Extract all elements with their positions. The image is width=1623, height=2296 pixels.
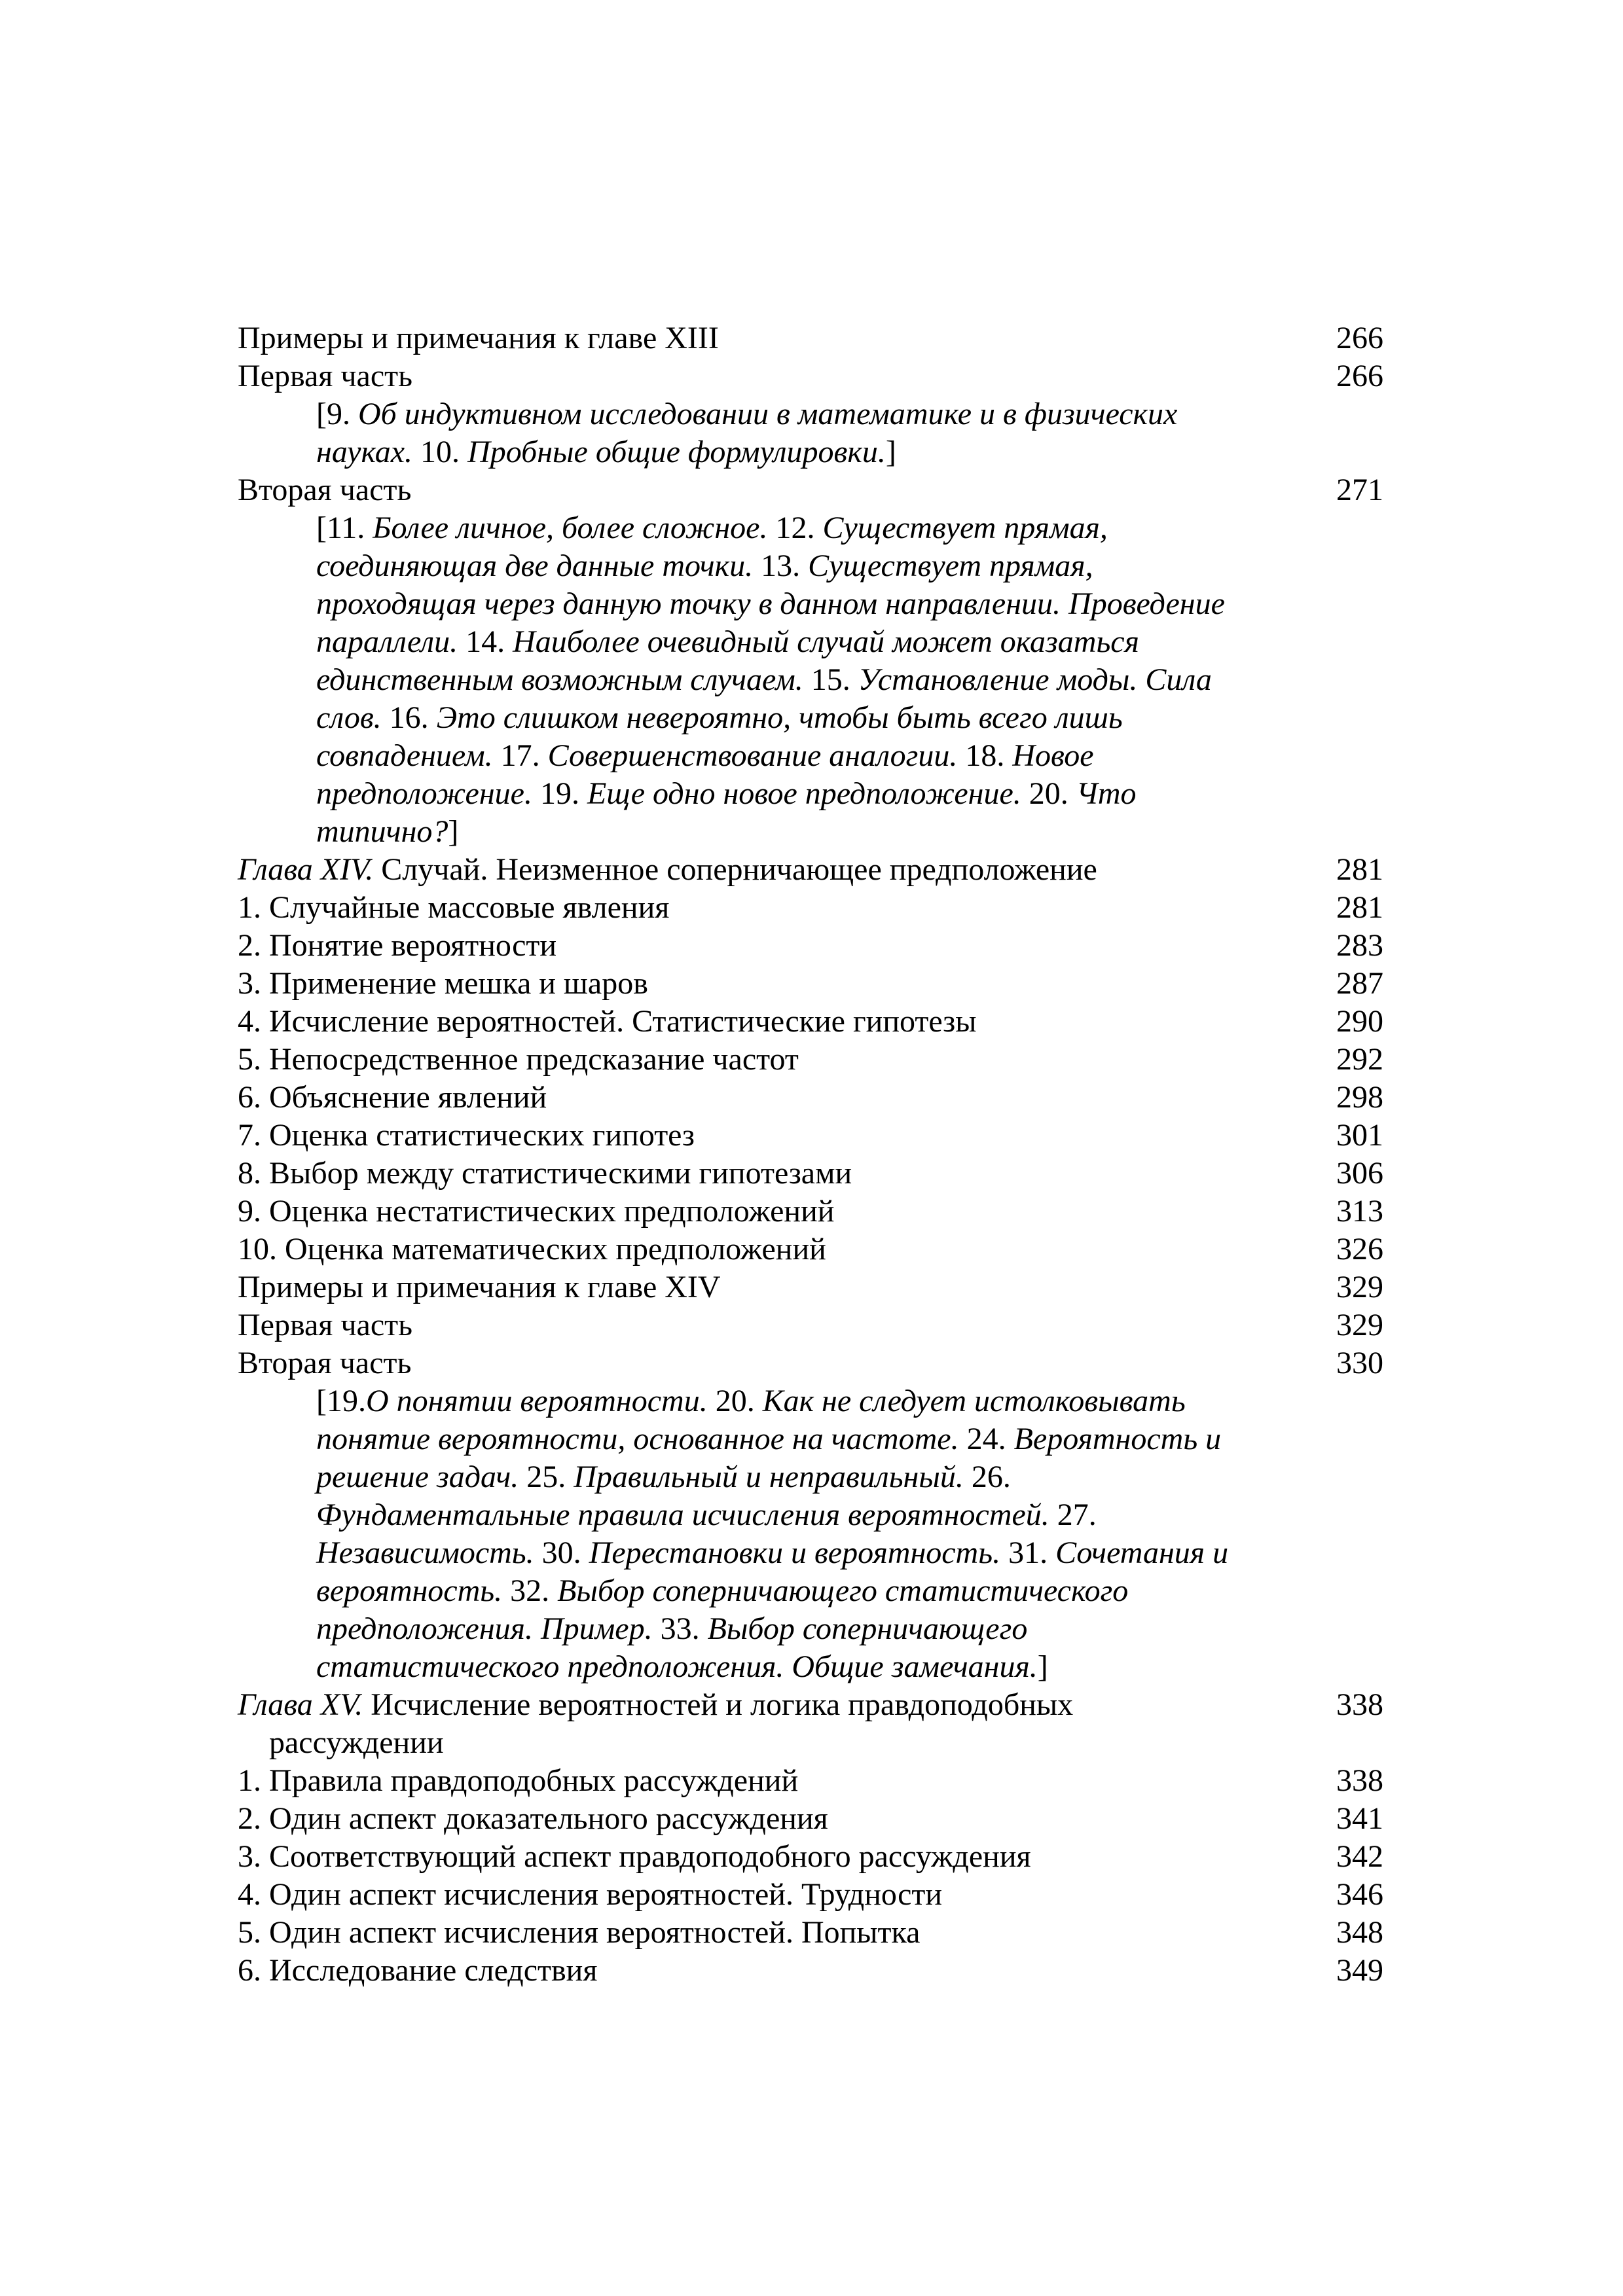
note-text: 32. <box>502 1573 558 1608</box>
note-line <box>316 1458 1279 1496</box>
note-italic-text: Еще одно новое предположение. <box>587 776 1021 811</box>
toc-entry-title <box>238 1344 411 1382</box>
note-text: ] <box>885 435 896 469</box>
toc-entry-title <box>238 1762 798 1800</box>
toc-entry-title <box>238 927 556 965</box>
chapter-label: Глава XIV. <box>238 852 374 887</box>
note-italic-text: Фундаментальные правила исчисления вероятностей. <box>316 1498 1049 1532</box>
toc-entry <box>238 357 1383 395</box>
entry-text: Первая часть <box>238 1308 412 1342</box>
page-number: 287 <box>1336 966 1383 1001</box>
table-of-contents <box>238 319 1383 1990</box>
note-italic-text: О понятии вероятности. <box>365 1384 708 1418</box>
entry-text-continuation: рассуждении <box>269 1725 444 1760</box>
note-italic-text: предположение. <box>316 776 532 811</box>
toc-entry <box>238 889 1383 927</box>
toc-entry-title <box>238 1193 834 1230</box>
page-number: 348 <box>1336 1915 1383 1950</box>
note-italic-text: Существует прямая, <box>822 511 1108 545</box>
entry-text: 8. Выбор между статистическими гипотезами <box>238 1156 852 1191</box>
toc-entry <box>238 1762 1383 1800</box>
page-number: 313 <box>1336 1194 1383 1229</box>
note-text: 25. <box>519 1460 574 1494</box>
entry-text: Случай. Неизменное соперничающее предположение <box>373 852 1097 887</box>
page-number: 292 <box>1336 1042 1383 1077</box>
toc-entry <box>238 1914 1383 1952</box>
toc-entry-title <box>238 1230 826 1268</box>
note-line <box>316 1382 1279 1420</box>
note-italic-text: науках. <box>316 435 413 469</box>
note-line <box>316 813 1279 851</box>
page-number: 281 <box>1336 890 1383 925</box>
note-italic-text: типично? <box>316 814 448 849</box>
note-line <box>316 509 1279 547</box>
entry-text: Первая часть <box>238 359 412 393</box>
entry-text: 4. Один аспект исчисления вероятностей. Трудности <box>238 1877 943 1912</box>
toc-entry <box>238 1800 1383 1838</box>
note-line <box>316 395 1279 433</box>
page-number: 301 <box>1336 1118 1383 1153</box>
note-italic-text: понятие вероятности, основанное на частоте. <box>316 1422 959 1456</box>
note-italic-text: Выбор соперничающего статистического <box>557 1573 1129 1608</box>
page-number: 330 <box>1336 1346 1383 1380</box>
note-line <box>316 661 1279 699</box>
note-italic-text: Что <box>1076 776 1137 811</box>
note-text: 20. <box>1021 776 1076 811</box>
note-text: 20. <box>707 1384 763 1418</box>
note-line <box>316 1496 1279 1534</box>
note-text: 12. <box>767 511 823 545</box>
entry-text: 1. Правила правдоподобных рассуждений <box>238 1763 799 1798</box>
note-line <box>316 1610 1279 1648</box>
toc-entry-title <box>238 1041 799 1079</box>
note-text: ] <box>1037 1649 1048 1684</box>
toc-entry <box>238 1876 1383 1914</box>
toc-entry <box>238 1344 1383 1382</box>
entry-text: 9. Оценка нестатистических предположений <box>238 1194 835 1229</box>
note-italic-text: единственным возможным случаем. <box>316 662 803 697</box>
note-italic-text: слов. <box>316 700 382 735</box>
note-text: 27. <box>1049 1498 1097 1532</box>
entry-text: Вторая часть <box>238 473 412 507</box>
toc-entry-title <box>238 889 669 927</box>
toc-subtopics-note <box>238 1382 1279 1686</box>
page-number: 281 <box>1336 852 1383 887</box>
note-italic-text: Более личное, более сложное. <box>373 511 768 545</box>
toc-entry-title <box>238 1838 1031 1876</box>
toc-entry-title <box>238 1117 695 1155</box>
note-italic-text: Наиболее очевидный случай может оказаться <box>513 624 1139 659</box>
note-italic-text: Правильный и неправильный. <box>574 1460 964 1494</box>
page-number: 266 <box>1336 321 1383 355</box>
entry-text: Вторая часть <box>238 1346 412 1380</box>
toc-entry <box>238 1079 1383 1117</box>
note-italic-text: вероятность. <box>316 1573 503 1608</box>
note-text: 10. <box>412 435 468 469</box>
note-italic-text: Вероятность и <box>1013 1422 1222 1456</box>
page-number: 329 <box>1336 1270 1383 1304</box>
note-italic-text: проходящая через данную точку в данном направлении. Проведение <box>316 586 1225 621</box>
note-italic-text: Об индуктивном исследовании в математике и в физических <box>357 397 1178 431</box>
page-number: 338 <box>1336 1687 1383 1722</box>
entry-text: Примеры и примечания к главе XIII <box>238 321 719 355</box>
toc-entry <box>238 1686 1383 1762</box>
note-text: 24. <box>958 1422 1014 1456</box>
note-text: 19. <box>532 776 587 811</box>
entry-text: 2. Понятие вероятности <box>238 928 557 963</box>
toc-entry-title <box>238 1268 721 1306</box>
entry-text: 3. Соответствующий аспект правдоподобного рассуждения <box>238 1839 1031 1874</box>
note-italic-text: предположения. Пример. <box>316 1611 653 1646</box>
toc-entry <box>238 1193 1383 1230</box>
toc-entry-title <box>238 1686 1154 1762</box>
note-text: 16. <box>381 700 437 735</box>
entry-text: Исчисление вероятностей и логика правдоподобных <box>363 1687 1074 1722</box>
entry-text: 2. Один аспект доказательного рассуждения <box>238 1801 828 1836</box>
note-text: 18. <box>957 738 1013 773</box>
toc-entry <box>238 1306 1383 1344</box>
note-text: [19. <box>316 1384 366 1418</box>
note-italic-text: Новое <box>1012 738 1094 773</box>
toc-subtopics-note <box>238 509 1279 851</box>
toc-entry-title <box>238 965 648 1003</box>
note-line <box>316 1534 1279 1572</box>
toc-entry <box>238 1230 1383 1268</box>
note-italic-text: совпадением. <box>316 738 493 773</box>
note-line <box>316 623 1279 661</box>
entry-text: 3. Применение мешка и шаров <box>238 966 648 1001</box>
note-text: 26. <box>963 1460 1011 1494</box>
page-number: 349 <box>1336 1953 1383 1988</box>
note-line <box>316 433 1279 471</box>
toc-entry <box>238 1952 1383 1990</box>
toc-entry-title <box>238 1003 976 1041</box>
toc-entry <box>238 1117 1383 1155</box>
note-text: 31. <box>1000 1535 1056 1570</box>
toc-entry-title <box>238 1306 412 1344</box>
page-number: 298 <box>1336 1080 1383 1115</box>
note-line <box>316 737 1279 775</box>
note-italic-text: параллели. <box>316 624 458 659</box>
toc-subtopics-note <box>238 395 1279 471</box>
entry-text: 5. Непосредственное предсказание частот <box>238 1042 799 1077</box>
entry-text: Примеры и примечания к главе XIV <box>238 1270 721 1304</box>
toc-entry-title <box>238 1079 547 1117</box>
note-italic-text: Это слишком невероятно, чтобы быть всего лишь <box>436 700 1123 735</box>
note-text: 14. <box>458 624 513 659</box>
entry-text: 5. Один аспект исчисления вероятностей. Попытка <box>238 1915 921 1950</box>
entry-text: 6. Исследование следствия <box>238 1953 598 1988</box>
toc-entry <box>238 1041 1383 1079</box>
toc-entry-title <box>238 1914 920 1952</box>
note-italic-text: Установление моды. Сила <box>858 662 1212 697</box>
entry-text: 10. Оценка математических предположений <box>238 1232 826 1266</box>
note-italic-text: Перестановки и вероятность. <box>589 1535 1001 1570</box>
note-line <box>316 1572 1279 1610</box>
toc-entry-title <box>238 357 412 395</box>
toc-entry <box>238 319 1383 357</box>
toc-entry-title <box>238 851 1097 889</box>
toc-entry-title <box>238 1876 942 1914</box>
toc-entry <box>238 965 1383 1003</box>
toc-entry <box>238 1838 1383 1876</box>
entry-text: 7. Оценка статистических гипотез <box>238 1118 695 1153</box>
note-line <box>316 547 1279 585</box>
toc-entry-title <box>238 1952 597 1990</box>
note-italic-text: решение задач. <box>316 1460 519 1494</box>
toc-entry <box>238 1155 1383 1193</box>
page-number: 346 <box>1336 1877 1383 1912</box>
note-text: [9. <box>316 397 358 431</box>
note-italic-text: Как не следует истолковывать <box>762 1384 1186 1418</box>
note-line <box>316 1420 1279 1458</box>
note-line <box>316 775 1279 813</box>
note-italic-text: статистического предположения. Общие замечания. <box>316 1649 1038 1684</box>
note-italic-text: Пробные общие формулировки. <box>467 435 886 469</box>
toc-entry-title <box>238 1155 852 1193</box>
page-number: 290 <box>1336 1004 1383 1039</box>
entry-text: 6. Объяснение явлений <box>238 1080 547 1115</box>
toc-entry <box>238 471 1383 509</box>
note-line <box>316 1648 1279 1686</box>
note-text: 30. <box>534 1535 589 1570</box>
toc-entry-title <box>238 1800 828 1838</box>
note-italic-text: соединяющая две данные точки. <box>316 548 754 583</box>
note-italic-text: Совершенствование аналогии. <box>547 738 958 773</box>
toc-entry-title <box>238 319 719 357</box>
toc-entry <box>238 927 1383 965</box>
note-italic-text: Выбор соперничающего <box>707 1611 1028 1646</box>
note-text: 17. <box>492 738 548 773</box>
toc-entry-title <box>238 471 411 509</box>
page-number: 338 <box>1336 1763 1383 1798</box>
page-number: 283 <box>1336 928 1383 963</box>
page-number: 326 <box>1336 1232 1383 1266</box>
note-text: 15. <box>803 662 858 697</box>
note-italic-text: Сочетания и <box>1055 1535 1229 1570</box>
page-number: 306 <box>1336 1156 1383 1191</box>
note-text: ] <box>448 814 459 849</box>
note-italic-text: Существует прямая, <box>808 548 1093 583</box>
note-text: 33. <box>652 1611 708 1646</box>
toc-entry <box>238 1268 1383 1306</box>
chapter-label: Глава XV. <box>238 1687 363 1722</box>
note-text: 13. <box>753 548 809 583</box>
page-number: 341 <box>1336 1801 1383 1836</box>
entry-text: 4. Исчисление вероятностей. Статистические гипотезы <box>238 1004 977 1039</box>
note-line <box>316 699 1279 737</box>
page-number: 342 <box>1336 1839 1383 1874</box>
entry-text: 1. Случайные массовые явления <box>238 890 670 925</box>
page-number: 271 <box>1336 473 1383 507</box>
note-text: [11. <box>316 511 373 545</box>
note-line <box>316 585 1279 623</box>
toc-entry <box>238 851 1383 889</box>
toc-entry <box>238 1003 1383 1041</box>
page-number: 329 <box>1336 1308 1383 1342</box>
page-number: 266 <box>1336 359 1383 393</box>
note-italic-text: Независимость. <box>316 1535 534 1570</box>
